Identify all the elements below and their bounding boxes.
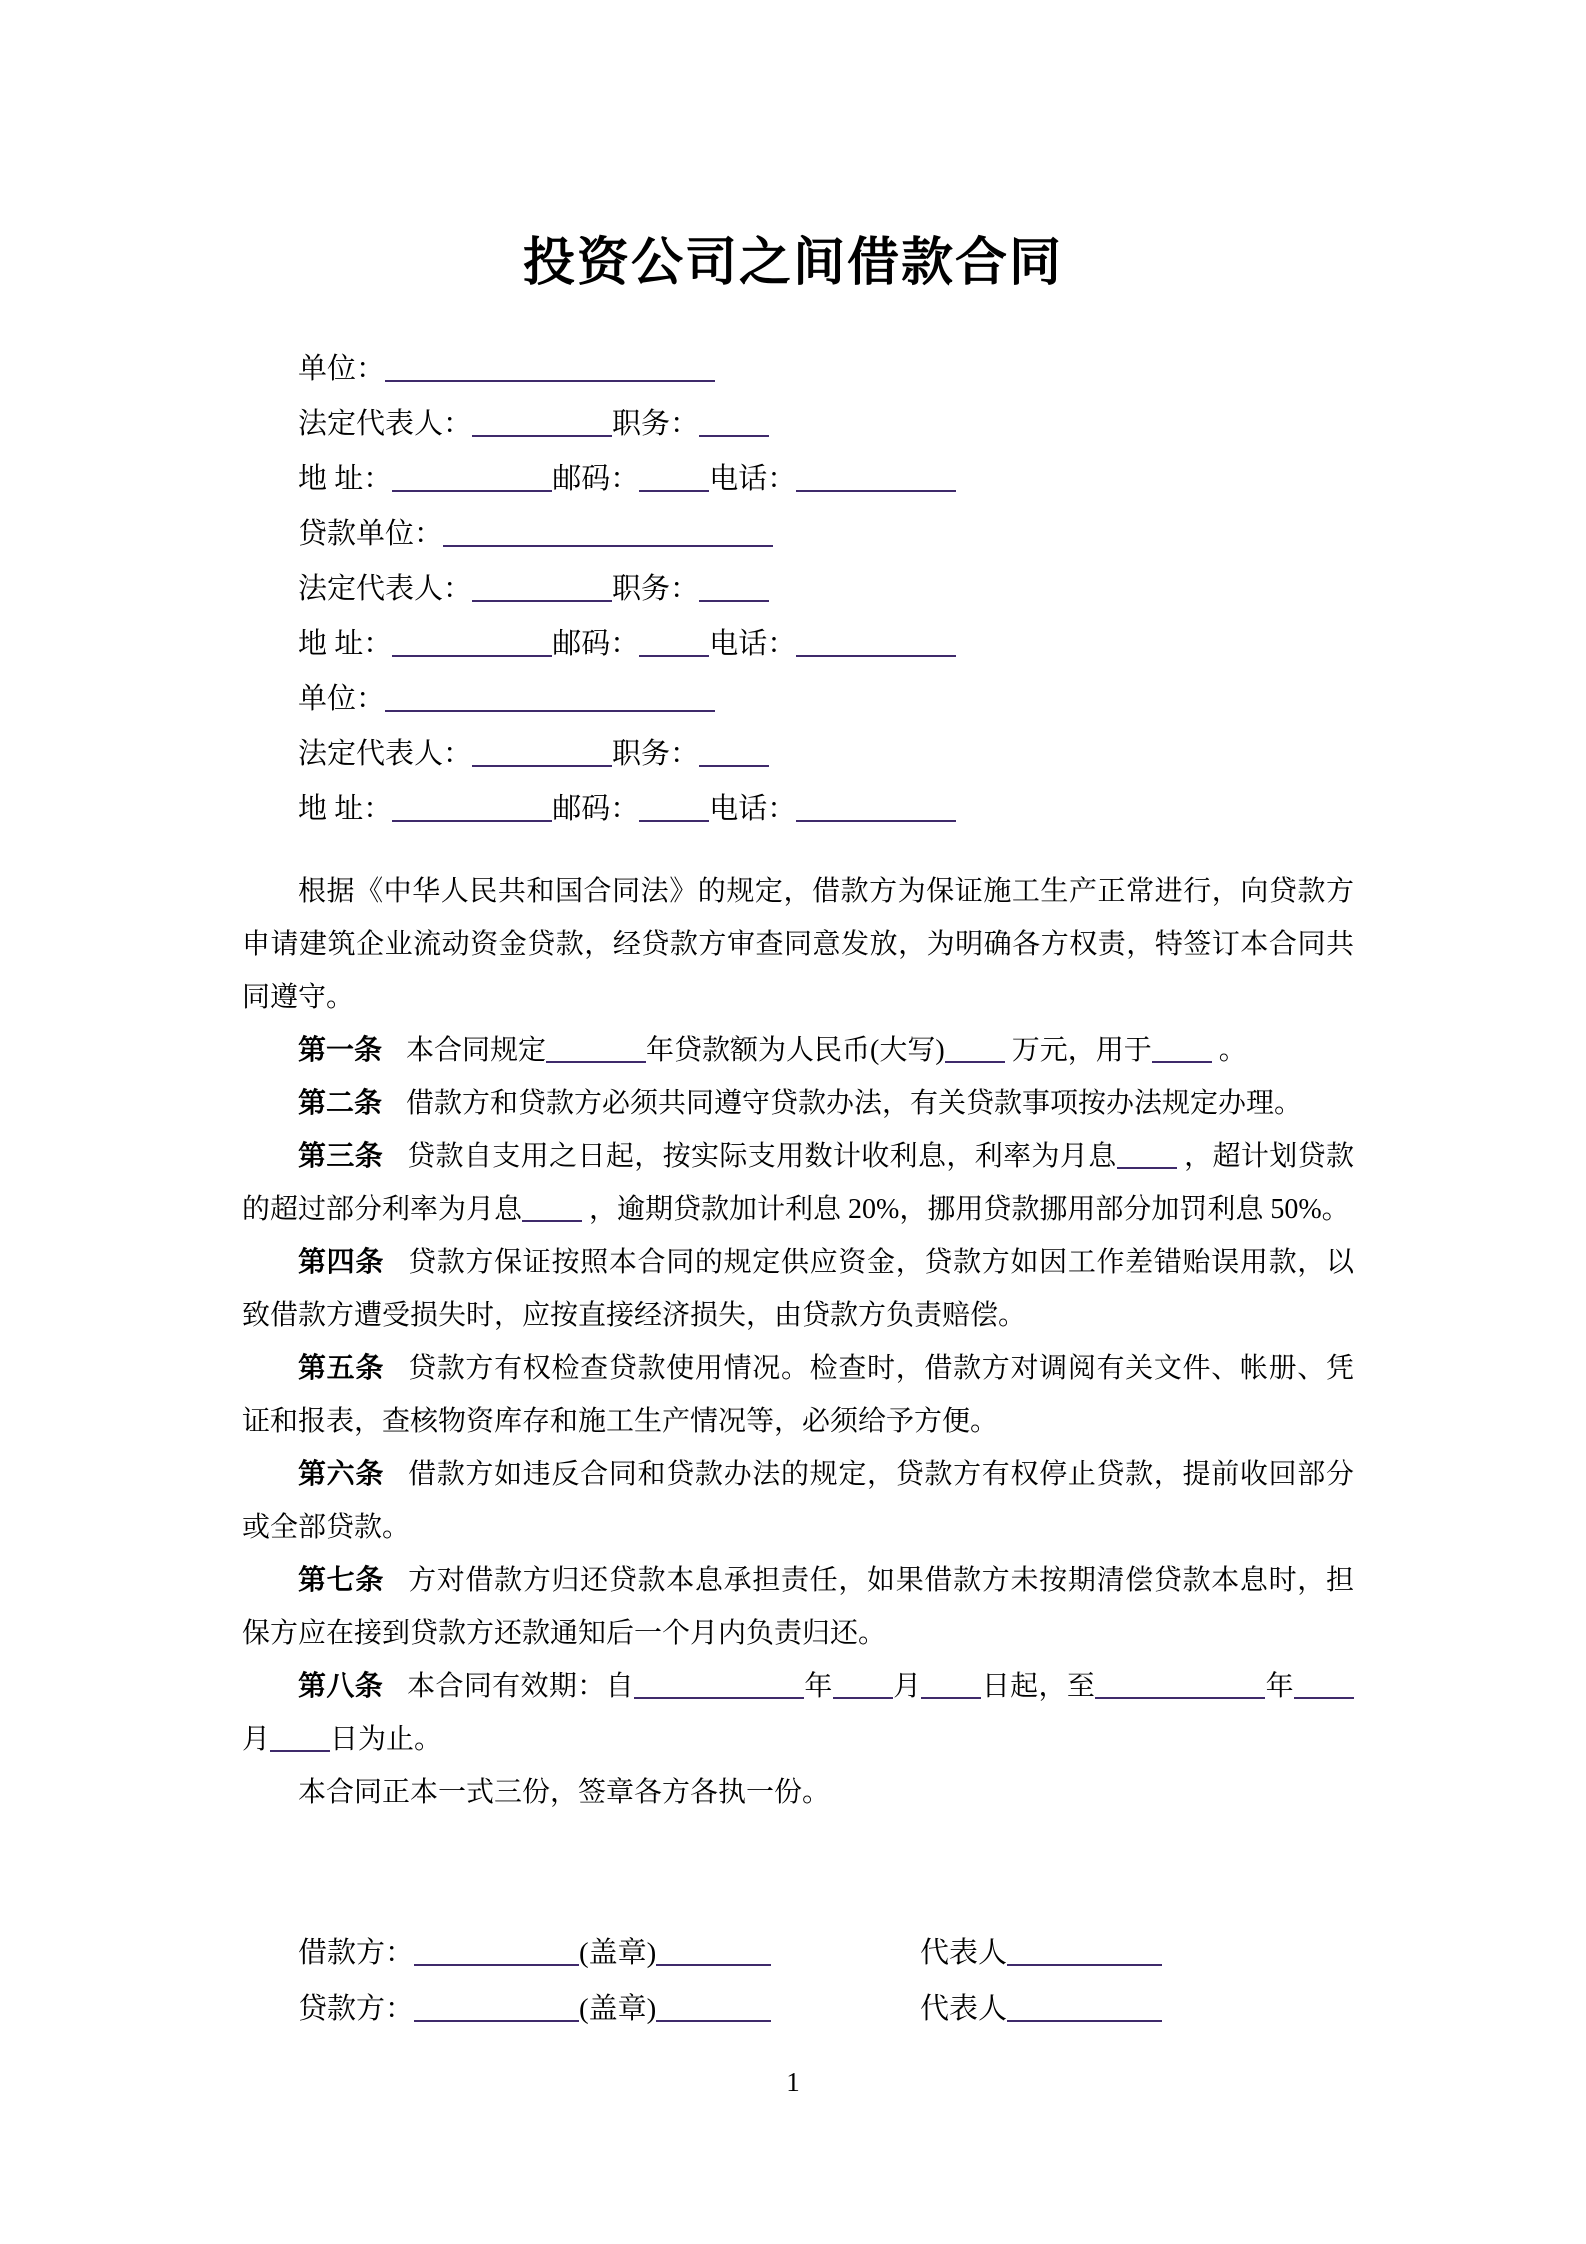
blank-underline [392, 637, 552, 657]
article-number: 第一条 [298, 1035, 383, 1066]
party-form-row [242, 562, 1354, 617]
party-form-row [242, 672, 1354, 727]
field-label: 日为止。 [330, 1724, 443, 1755]
blank-underline [414, 2002, 579, 2022]
signature-representative-group [920, 1925, 1162, 1981]
signature-row [242, 1981, 1354, 2037]
article-number: 第四条 [298, 1247, 385, 1278]
field-label: 职务： [612, 573, 700, 605]
party-form-row [242, 617, 1354, 672]
field-label: 地 址： [298, 463, 393, 495]
signature-left-group [298, 1925, 920, 1981]
contract-article [242, 1342, 1354, 1448]
party-form-row [242, 782, 1354, 837]
field-label: 年 [803, 1671, 833, 1702]
blank-underline [656, 1946, 771, 1966]
field-label: 年贷款额为人民币(大写) [646, 1035, 945, 1066]
blank-underline [392, 802, 552, 822]
field-label: 年 [1265, 1671, 1294, 1702]
blank-underline [796, 637, 956, 657]
blank-underline [472, 417, 612, 437]
field-label: 借款方： [298, 1937, 415, 1969]
field-label: ，逾期贷款加计利息 20%，挪用贷款挪用部分加罚利息 50%。 [582, 1194, 1350, 1225]
blank-underline [522, 1202, 582, 1222]
field-label: 月 [242, 1724, 271, 1755]
field-label: 借款方和贷款方必须共同遵守贷款办法，有关贷款事项按办法规定办理。 [406, 1088, 1303, 1119]
signature-representative-group [920, 1981, 1162, 2037]
contract-article [242, 1024, 1354, 1077]
field-label: 单位： [298, 683, 386, 715]
blank-underline [945, 1043, 1005, 1063]
blank-underline [472, 582, 612, 602]
field-label: 代表人 [920, 1937, 1008, 1969]
party-form-row [242, 342, 1354, 397]
field-label: 电话： [709, 628, 797, 660]
field-label: 万元，用于 [1004, 1035, 1152, 1066]
field-label: 邮码： [552, 463, 640, 495]
blank-underline [546, 1043, 646, 1063]
field-label: (盖章) [579, 1993, 657, 2025]
article-number: 第五条 [298, 1353, 385, 1384]
party-section [242, 342, 1354, 837]
contract-article [242, 1448, 1354, 1554]
field-label: 地 址： [298, 628, 393, 660]
field-label: 法定代表人： [298, 573, 473, 605]
field-label: 法定代表人： [298, 738, 473, 770]
page-number: 1 [786, 2067, 800, 2097]
blank-underline [699, 747, 769, 767]
field-label: (盖章) [579, 1937, 657, 1969]
field-label: 日起，至 [981, 1671, 1096, 1702]
article-number: 第六条 [298, 1459, 385, 1490]
signature-left-group [298, 1981, 920, 2037]
blank-underline [1095, 1679, 1265, 1699]
blank-underline [699, 582, 769, 602]
field-label: 贷款方： [298, 1993, 415, 2025]
field-label: 电话： [709, 793, 797, 825]
blank-underline [392, 472, 552, 492]
blank-underline [639, 802, 709, 822]
blank-underline [270, 1732, 330, 1752]
blank-underline [385, 692, 715, 712]
blank-underline [639, 637, 709, 657]
contract-preamble: 根据《中华人民共和国合同法》的规定，借款方为保证施工生产正常进行，向贷款方申请建筑企业流动资金贷款，经贷款方审查同意发放，为明确各方权责，特签订本合同共同遵守。 [242, 876, 1354, 1013]
field-label: 贷款方保证按照本合同的规定供应资金，贷款方如因工作差错贻误用款，以致借款方遭受损失时，应按直接经济损失，由贷款方负责赔偿。 [242, 1247, 1354, 1331]
blank-underline [639, 472, 709, 492]
signature-section [242, 1925, 1354, 2037]
field-label: 贷款单位： [298, 518, 444, 550]
articles-container [242, 1024, 1354, 1766]
blank-underline [1117, 1149, 1177, 1169]
blank-underline [699, 417, 769, 437]
party-form-row [242, 452, 1354, 507]
field-label: 月 [892, 1671, 922, 1702]
field-label: 代表人 [920, 1993, 1008, 2025]
contract-article [242, 1130, 1354, 1236]
blank-underline [833, 1679, 893, 1699]
field-label: 方对借款方归还贷款本息承担责任，如果借款方未按期清偿贷款本息时，担保方应在接到贷款方还款通知后一个月内负责归还。 [242, 1565, 1354, 1649]
field-label: ，超计划贷款的超过部分利率为月息 [242, 1141, 1354, 1225]
field-label: 本合同有效期：自 [407, 1671, 634, 1702]
contract-closing: 本合同正本一式三份，签章各方各执一份。 [298, 1777, 831, 1808]
blank-underline [921, 1679, 981, 1699]
field-label: 法定代表人： [298, 408, 473, 440]
field-label: 地 址： [298, 793, 393, 825]
field-label: 贷款自支用之日起，按实际支用数计收利息，利率为月息 [407, 1141, 1117, 1172]
party-form-row [242, 507, 1354, 562]
blank-underline [1007, 2002, 1162, 2022]
field-label: 职务： [612, 738, 700, 770]
blank-underline [385, 362, 715, 382]
blank-underline [796, 802, 956, 822]
document-title: 投资公司之间借款合同 [522, 234, 1063, 292]
document-content [242, 342, 1354, 2037]
contract-article [242, 1660, 1354, 1766]
field-label: 电话： [709, 463, 797, 495]
blank-underline [656, 2002, 771, 2022]
party-form-row [242, 727, 1354, 782]
contract-article [242, 1077, 1354, 1130]
blank-underline [443, 527, 773, 547]
contract-article [242, 1236, 1354, 1342]
blank-underline [1294, 1679, 1354, 1699]
contract-body [242, 865, 1354, 1819]
article-number: 第三条 [298, 1141, 384, 1172]
blank-underline [1152, 1043, 1212, 1063]
blank-underline [796, 472, 956, 492]
article-number: 第八条 [298, 1671, 384, 1702]
field-label: 邮码： [552, 628, 640, 660]
field-label: 借款方如违反合同和贷款办法的规定，贷款方有权停止贷款，提前收回部分或全部贷款。 [242, 1459, 1354, 1543]
party-form-row [242, 397, 1354, 452]
field-label: 本合同规定 [406, 1035, 547, 1066]
contract-article [242, 1554, 1354, 1660]
field-label: 邮码： [552, 793, 640, 825]
signature-row [242, 1925, 1354, 1981]
field-label: 贷款方有权检查贷款使用情况。检查时，借款方对调阅有关文件、帐册、凭证和报表，查核物资库存和施工生产情况等，必须给予方便。 [242, 1353, 1354, 1437]
blank-underline [1007, 1946, 1162, 1966]
article-number: 第七条 [298, 1565, 385, 1596]
field-label: 单位： [298, 353, 386, 385]
field-label: 职务： [612, 408, 700, 440]
field-label: 。 [1211, 1035, 1247, 1066]
blank-underline [472, 747, 612, 767]
blank-underline [414, 1946, 579, 1966]
article-number: 第二条 [298, 1088, 383, 1119]
blank-underline [634, 1679, 804, 1699]
